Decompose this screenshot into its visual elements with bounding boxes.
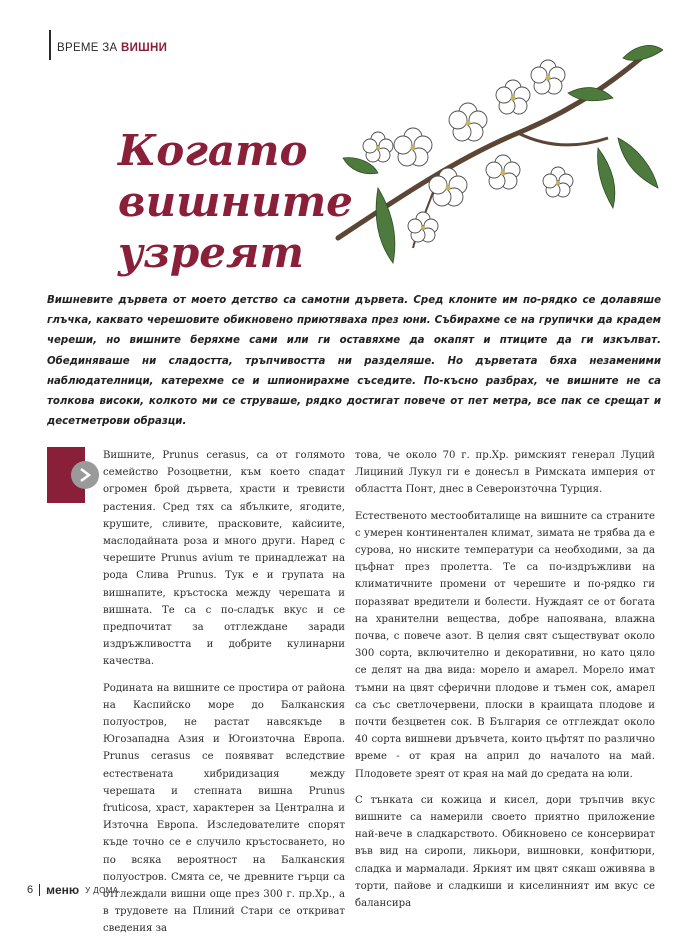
cherry-blossom-illustration [318,38,663,268]
article-intro: Вишневите дървета от моето детство са самотни дървета. Сред клоните им по-рядко се долавяше глъчка, каквато черешовите обикновено приютяваха през юни. Събирахме се на групички да крадем череши, но вишните беряхме сами или ги оставяхме да окапят и птиците да ги изкълват. Обединяваше ни сладостта, тръпчивостта ни разделяше. Но дърветата бяха незаменими наблюдателници, катерехме се и шпионирахме съседите. По-късно разбрах, че вишните не са толкова високи, колкото ми се струваше, рядко достигат повече от пет метра, все пак се срещат и десетметрови образци. [47,295,661,428]
chevron-right-icon [71,461,99,489]
footer-divider [39,884,40,896]
body-column-1 [103,447,345,947]
paragraph: С тънката си кожица и кисел, дори тръпчив вкус вишните са намерили своето приятно приложение най-вече в сладкарството. Обикновено се консервират във вид на сиропи, ликьори, вишновки, конфитюри, сладка и мармалади. Яркият им цвят сякаш оживява в торти, пайове и сладкиши и киселинният им вкус се балансира [355,794,655,910]
paragraph: Вишните, Prunus cerasus, са от голямото семейство Розоцветни, към което спадат огромен брой дървета, храсти и тревисти растения. Сред тях са ябълките, ягодите, крушите, сливите, прасковите, кайсиите, маслодайната роза и много други. Наред с черешите Prunus avium те принадлежат на рода Слива Prunus. Тук е и групата на вишнапите, кръстоска между черешата и вишната. Те са с по-сладък вкус и се предпочитат за отглеждане заради издръжливостта и добрите кулинарни качества. [103,450,345,668]
article-title [118,125,353,278]
title-line-1: Когато [118,126,308,175]
page-footer [27,883,119,897]
magazine-brand: меню [46,883,80,897]
page-number: 6 [27,884,34,896]
dropcap-marker [47,447,85,503]
title-line-3: узреят [118,228,304,277]
paragraph: Родината на вишните се простира от района на Каспийско море до Балканския полуостров, не растат навсякъде в Югозападна Азия и Югоизточна Европа. Prunus cerasus се появяват вследствие естествената хибридизация между черешата и степната вишна Prunus fruticosa, храст, характерен за Централна и Източна Европа. Изследователите спорят къде точно се е случило кръстосването, но по всяка вероятност на Балканския полуостров. Смята се, че древните гърци са отглеждали вишни още през 300 г. пр.Хр., а в трудовете на Плиний Стари се откриват сведения за [103,682,345,935]
section-highlight: ВИШНИ [120,42,168,54]
title-line-2: вишните [118,177,353,226]
body-column-2 [355,447,655,921]
paragraph: Естественото местообиталище на вишните са страните с умерен континентален климат, зимата не трябва да е сурова, но ниските температури са необходими, за да цъфнат през пролетта. Те са по-издръжливи на климатичните промени от черешите и по-рядко ги поразяват вредители и болести. Нуждаят се от богата на хранителни вещества, добре напоявана, влажна почва, с повече азот. В целия свят съществуват около 300 сорта, включително и декоративни, но като цяло се делят на два вида: морело и амарел. Морело имат тъмни на цвят сферични плодове и тъмен сок, амарел са със светлочервени, плоски в краищата плодове и почти безцветен сок. В България се отглеждат около 40 сорта вишневи дръвчета, които цъфтят по различно време - от края на април до началото на май. Плодовете зреят от края на май до средата на юли. [355,510,655,780]
section-label [57,42,167,54]
paragraph: това, че около 70 г. пр.Хр. римският генерал Луций Лициний Лукул ги е донесъл в Римската империя от областта Понт, днес в Североизточна Турция. [355,450,655,496]
magazine-subtitle: У ДОМА [85,885,119,895]
section-rule [49,30,51,60]
section-prefix: ВРЕМЕ ЗА [57,42,118,54]
